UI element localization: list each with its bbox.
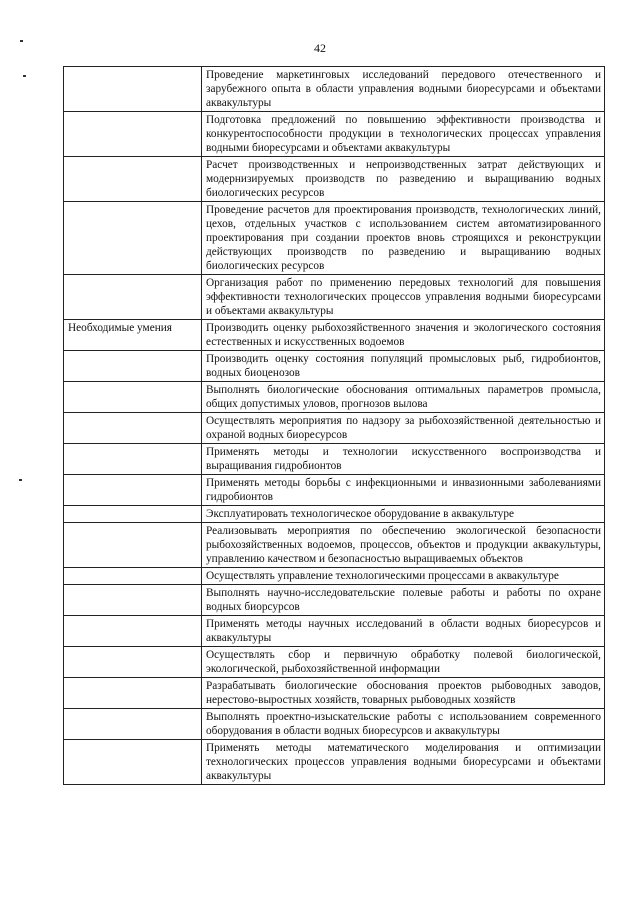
table-row (64, 112, 605, 157)
table-row (64, 320, 605, 351)
table-cell: Реализовывать мероприятия по обеспечению экологической безопасности рыбохозяйственных водоемов, процессов, объектов и продукции аквакультуры, управлению качеством и безопасностью выращиваемых объектов (202, 523, 605, 568)
table-row (64, 568, 605, 585)
label-cell-empty (64, 67, 202, 112)
table-row (64, 413, 605, 444)
table-cell: Выполнять биологические обоснования оптимальных параметров промысла, общих допустимых уловов, прогнозов вылова (202, 382, 605, 413)
label-cell-continued (64, 523, 202, 568)
qualification-table (63, 66, 605, 785)
table-row (64, 444, 605, 475)
table-cell: Применять методы борьбы с инфекционными и инвазионными заболеваниями гидробионтов (202, 475, 605, 506)
table-cell: Проведение расчетов для проектирования производств, технологических линий, цехов, отдельных участков с использованием систем автоматизированного проектирования при создании проектов вновь строящихся и реконструкции действующих производств по разведению и выращиванию водных биологических ресурсов (202, 202, 605, 275)
table-cell: Осуществлять мероприятия по надзору за рыбохозяйственной деятельностью и охраной водных биоресурсов (202, 413, 605, 444)
table-cell: Подготовка предложений по повышению эффективности производства и конкурентоспособности продукции в технологических процессах управления водными биоресурсами и объектами аквакультуры (202, 112, 605, 157)
label-cell-continued (64, 112, 202, 157)
table-cell: Применять методы и технологии искусственного воспроизводства и выращивания гидробионтов (202, 444, 605, 475)
label-cell-continued (64, 709, 202, 740)
table-row (64, 523, 605, 568)
label-cell-continued (64, 647, 202, 678)
label-cell-continued (64, 444, 202, 475)
table-cell: Выполнять научно-исследовательские полевые работы и работы по охране водных биорсурсов (202, 585, 605, 616)
table-cell: Эксплуатировать технологическое оборудование в аквакультуре (202, 506, 605, 523)
table-row (64, 382, 605, 413)
table-cell: Выполнять проектно-изыскательские работы с использованием современного оборудования в области водных биоресурсов и аквакультуры (202, 709, 605, 740)
table-cell: Расчет производственных и непроизводственных затрат действующих и модернизируемых производств по разведению и выращиванию водных биологических ресурсов (202, 157, 605, 202)
scan-speck (23, 75, 26, 77)
table-cell: Производить оценку рыбохозяйственного значения и экологического состояния естественных и искусственных водоемов (202, 320, 605, 351)
table-row (64, 709, 605, 740)
table-cell: Применять методы математического моделирования и оптимизации технологических процессов управления водными биоресурсами и объектами аквакультуры (202, 740, 605, 785)
table-cell: Производить оценку состояния популяций промысловых рыб, гидробионтов, водных биоценозов (202, 351, 605, 382)
table-cell: Проведение маркетинговых исследований передового отечественного и зарубежного опыта в области управления водными биоресурсами и объектами аквакультуры (202, 67, 605, 112)
table-row (64, 475, 605, 506)
page-number: 42 (314, 41, 326, 55)
table-row (64, 351, 605, 382)
table-row (64, 678, 605, 709)
table-row (64, 157, 605, 202)
table-row (64, 67, 605, 112)
label-cell-continued (64, 585, 202, 616)
table-cell: Применять методы научных исследований в области водных биоресурсов и аквакультуры (202, 616, 605, 647)
table-row (64, 647, 605, 678)
label-cell-continued (64, 275, 202, 320)
table-row (64, 202, 605, 275)
table-row (64, 585, 605, 616)
label-cell-continued (64, 413, 202, 444)
table-row (64, 506, 605, 523)
label-cell-continued (64, 678, 202, 709)
table-cell: Осуществлять управление технологическими процессами в аквакультуре (202, 568, 605, 585)
label-cell-continued (64, 382, 202, 413)
label-cell-continued (64, 202, 202, 275)
label-cell-continued (64, 351, 202, 382)
label-cell-continued (64, 157, 202, 202)
label-cell-continued (64, 506, 202, 523)
label-cell-continued (64, 740, 202, 785)
table-row (64, 616, 605, 647)
skills-label: Необходимые умения (64, 320, 202, 351)
label-cell-continued (64, 568, 202, 585)
label-cell-continued (64, 616, 202, 647)
table-cell: Осуществлять сбор и первичную обработку полевой биологической, экологической, рыбохозяйственной информации (202, 647, 605, 678)
table-cell: Разрабатывать биологические обоснования проектов рыбоводных заводов, нерестово-выростных хозяйств, товарных рыбоводных хозяйств (202, 678, 605, 709)
table-cell: Организация работ по применению передовых технологий для повышения эффективности технологических процессов управления водными биоресурсами и объектами аквакультуры (202, 275, 605, 320)
table-row (64, 740, 605, 785)
table-row (64, 275, 605, 320)
scan-speck (20, 40, 23, 42)
label-cell-continued (64, 475, 202, 506)
scan-speck (19, 479, 22, 481)
